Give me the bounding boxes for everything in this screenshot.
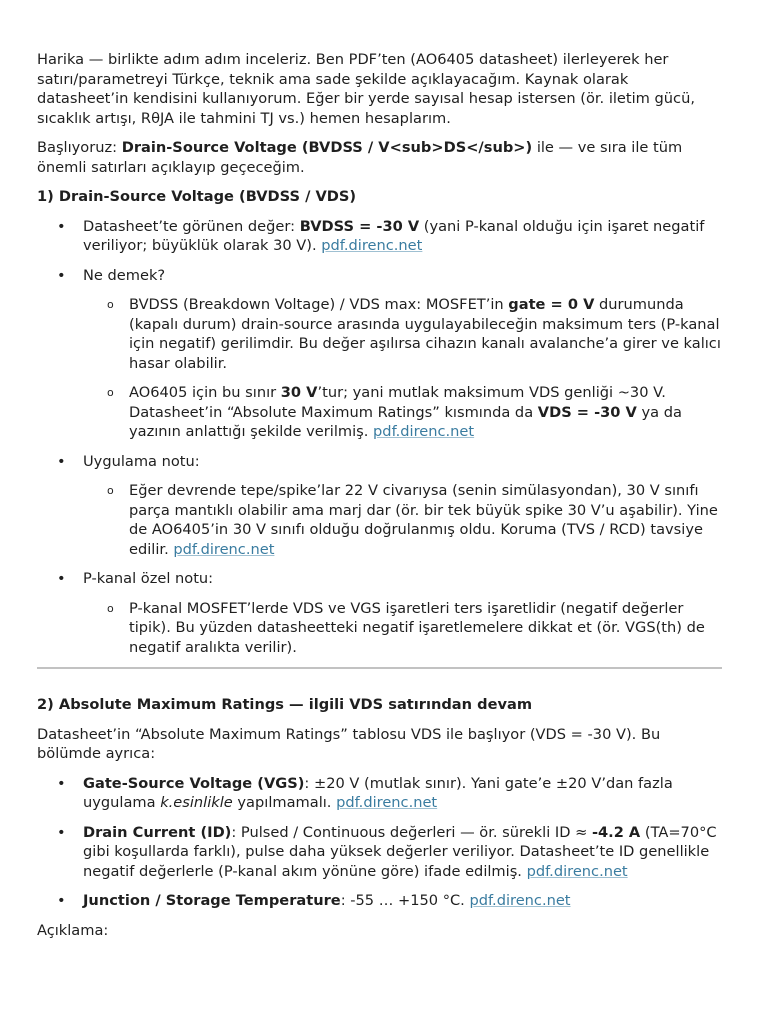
text: AO6405 için bu sınır xyxy=(129,384,281,401)
section-2-heading: 2) Absolute Maximum Ratings — ilgili VDS satırından devam xyxy=(37,696,533,713)
section-2-intro: Datasheet’in “Absolute Maximum Ratings” tablosu VDS ile başlıyor (VDS = -30 V). Bu bölümde ayrıca: xyxy=(37,725,661,762)
text: : -55 … +150 °C. xyxy=(340,892,470,909)
text: (yani P-kanal olduğu için işaret negatif veriliyor; büyüklük olarak 30 V). xyxy=(83,217,705,254)
list-item xyxy=(37,774,722,813)
bold-text: 30 V xyxy=(280,384,318,401)
text: ’tur; yani mutlak maksimum VDS genliği ~30 V. Datasheet’in “Absolute Maximum Ratings” kısmında da xyxy=(129,384,666,421)
bold-text: BVDSS = -30 V xyxy=(299,217,420,235)
bullet-label: P-kanal özel notu: xyxy=(83,570,214,587)
sub-list-item xyxy=(83,383,722,442)
text: yapılmamalı. xyxy=(232,794,337,811)
bold-text: Drain Current (ID) xyxy=(83,823,232,841)
list-item xyxy=(37,569,722,657)
start-suffix: ile — ve sıra ile tüm önemli satırları açıklayıp geçeceğim. xyxy=(37,139,683,176)
bold-text: gate = 0 V xyxy=(508,296,595,313)
source-link[interactable]: pdf.direnc.net xyxy=(373,423,475,440)
text: : Pulsed / Continuous değerleri — ör. sürekli ID ≈ xyxy=(231,823,592,841)
section-1-heading: 1) Drain-Source Voltage (BVDSS / VDS) xyxy=(37,188,357,205)
intro-paragraph: Harika — birlikte adım adım inceleriz. Ben PDF’ten (AO6405 datasheet) ilerleyerek her satırı/parametreyi Türkçe, teknik ama sade şekilde açıklayacağım. Kaynak olarak datasheet’in kendisini kullanıyorum. Eğer bir yerde sayısal hesap istersen (ör. iletim gücü, sıcaklık artışı, RθJA ile tahmini TJ vs.) hemen hesaplarım. xyxy=(37,51,695,127)
section-2-list xyxy=(37,774,722,911)
text: durumunda (kapalı durum) drain-source arasında uygulayabileceğin maksimum ters (P-kanal için negatif) gerilimdir. Bu değer aşılırsa cihazın kanalı avalanche’a girer ve kalıcı hasar olabilir. xyxy=(129,296,721,372)
section-1-list xyxy=(37,217,722,658)
start-prefix: Başlıyoruz: xyxy=(37,139,122,156)
bold-text: VDS = -30 V xyxy=(537,403,637,421)
list-item xyxy=(37,823,722,882)
bold-text: Junction / Storage Temperature xyxy=(83,892,341,909)
text: ya da yazının anlattığı şekilde verilmiş. xyxy=(129,403,682,440)
source-link[interactable]: pdf.direnc.net xyxy=(321,237,423,254)
text: BVDSS (Breakdown Voltage) / VDS max: MOSFET’in xyxy=(129,296,509,313)
section-divider xyxy=(37,667,722,669)
bold-text: -4.2 A xyxy=(591,823,641,841)
source-link[interactable]: pdf.direnc.net xyxy=(469,892,571,909)
start-bold: Drain-Source Voltage (BVDSS / V<sub>DS</sub>) xyxy=(121,139,533,156)
list-item xyxy=(37,891,722,911)
list-item xyxy=(37,452,722,560)
bullet-label: Ne demek? xyxy=(83,266,166,284)
sub-list xyxy=(83,295,722,442)
sub-list xyxy=(83,481,722,559)
sub-list-item xyxy=(83,481,722,559)
sub-list xyxy=(83,599,722,658)
italic-text: k.esinlikle xyxy=(160,794,233,811)
start-paragraph xyxy=(37,138,722,177)
source-link[interactable]: pdf.direnc.net xyxy=(173,540,275,558)
source-link[interactable]: pdf.direnc.net xyxy=(526,862,628,880)
bold-text: Gate-Source Voltage (VGS) xyxy=(83,774,305,792)
bullet-label: Uygulama notu: xyxy=(83,452,200,470)
text: Datasheet’te görünen değer: xyxy=(83,217,300,235)
outro-text: Açıklama: xyxy=(37,921,109,939)
list-item xyxy=(37,217,722,256)
text: : ±20 V (mutlak sınır). Yani gate’e ±20 V’dan fazla uygulama xyxy=(83,774,673,811)
sub-list-item xyxy=(83,295,722,373)
source-link[interactable]: pdf.direnc.net xyxy=(336,794,438,811)
sub-list-item: o P-kanal MOSFET’lerde VDS ve VGS işaretleri ters işaretlidir (negatif değerler tipik). Bu yüzden datasheetteki negatif işaretlemelere dikkat et (ör. VGS(th) de negatif aralıkta verilir). xyxy=(83,599,722,658)
text: Eğer devrende tepe/spike’lar 22 V civarıysa (senin simülasyondan), 30 V sınıfı parça mantıklı olabilir ama marj dar (ör. bir tek büyük spike 30 V’u aşabilir). Yine de AO6405’in 30 V sınıfı olduğu doğrulanmış oldu. Koruma (TVS / RCD) tavsiye edilir. xyxy=(129,482,718,558)
text: (TA=70°C gibi koşullarda farklı), pulse daha yüksek değerler veriliyor. Datasheet’te ID genellikle negatif değerlerle (P-kanal akım yönüne göre) ifade edilmiş. xyxy=(83,823,717,880)
list-item xyxy=(37,266,722,442)
